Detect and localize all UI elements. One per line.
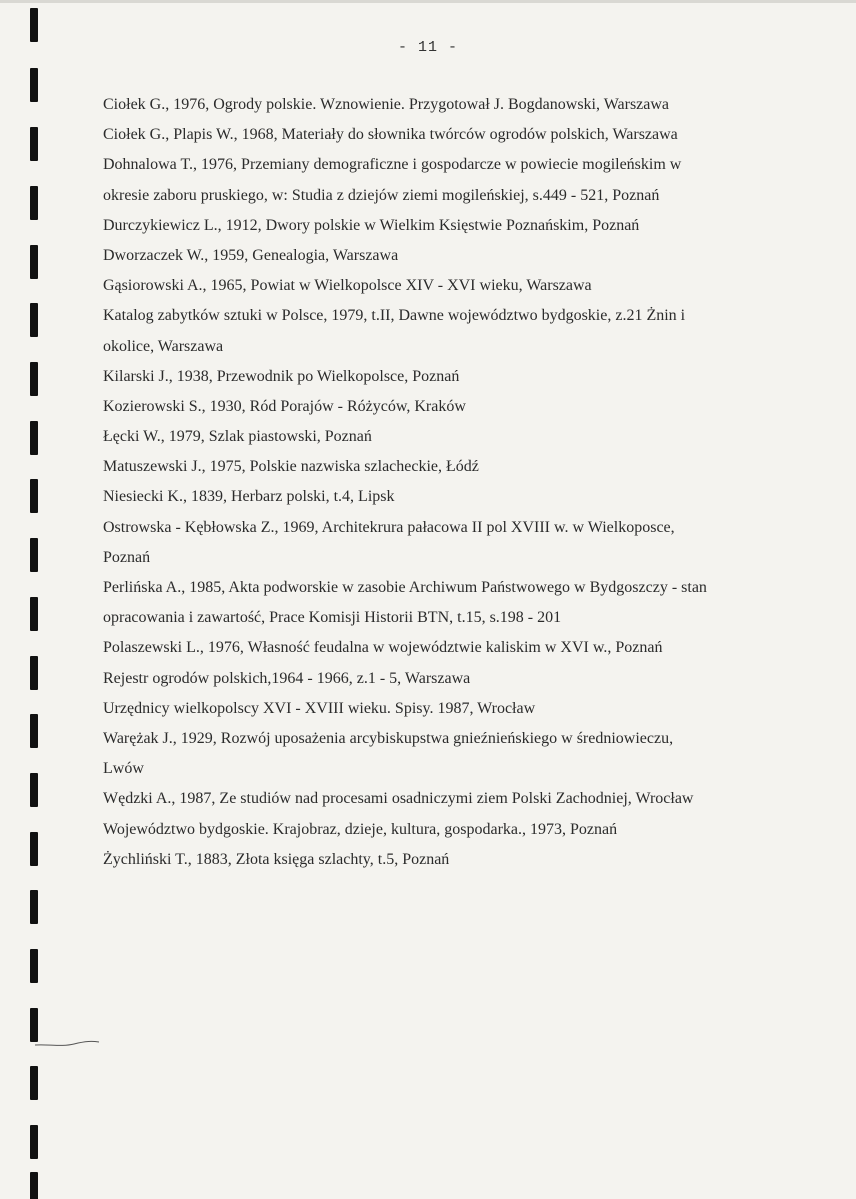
bibliography-line: Gąsiorowski A., 1965, Powiat w Wielkopolsce XIV - XVI wieku, Warszawa <box>103 277 592 295</box>
bibliography-line: Polaszewski L., 1976, Własność feudalna w województwie kaliskim w XVI w., Poznań <box>103 639 663 657</box>
binding-holes <box>0 0 60 1199</box>
binding-hole <box>30 8 38 42</box>
binding-hole <box>30 186 38 220</box>
bibliography-line: Lwów <box>103 760 144 778</box>
binding-hole <box>30 538 38 572</box>
binding-hole <box>30 245 38 279</box>
bibliography-line: Wędzki A., 1987, Ze studiów nad procesami osadniczymi ziem Polski Zachodniej, Wrocław <box>103 790 694 808</box>
binding-hole <box>30 362 38 396</box>
binding-hole <box>30 656 38 690</box>
bibliography-line: opracowania i zawartość, Prace Komisji Historii BTN, t.15, s.198 - 201 <box>103 609 562 627</box>
bibliography-line: Perlińska A., 1985, Akta podworskie w zasobie Archiwum Państwowego w Bydgoszczy - stan <box>103 579 707 596</box>
bibliography-line: Niesiecki K., 1839, Herbarz polski, t.4, Lipsk <box>103 488 395 506</box>
bibliography-line: Województwo bydgoskie. Krajobraz, dzieje, kultura, gospodarka., 1973, Poznań <box>103 820 618 838</box>
bibliography-line: Poznań <box>103 548 151 566</box>
bibliography-list <box>103 90 783 875</box>
bibliography-line: Katalog zabytków sztuki w Polsce, 1979, t.II, Dawne województwo bydgoskie, z.21 Żnin i <box>103 307 686 325</box>
binding-hole <box>30 1066 38 1100</box>
bibliography-line: Ciołek G., Plapis W., 1968, Materiały do słownika twórców ogrodów polskich, Warszawa <box>103 126 678 144</box>
bibliography-line: Dworzaczek W., 1959, Genealogia, Warszawa <box>103 246 399 264</box>
bibliography-line: Łęcki W., 1979, Szlak piastowski, Poznań <box>103 428 372 446</box>
bibliography-line: Żychliński T., 1883, Złota księga szlachty, t.5, Poznań <box>103 850 450 868</box>
bibliography-line: Ciołek G., 1976, Ogrody polskie. Wznowienie. Przygotował J. Bogdanowski, Warszawa <box>103 96 670 113</box>
bibliography-line: Dohnalowa T., 1976, Przemiany demograficzne i gospodarcze w powiecie mogileńskim w <box>103 156 682 174</box>
bibliography-line: Warężak J., 1929, Rozwój uposażenia arcybiskupstwa gnieźnieńskiego w średniowieczu, <box>103 729 674 747</box>
binding-hole <box>30 890 38 924</box>
bibliography-line: Kilarski J., 1938, Przewodnik po Wielkopolsce, Poznań <box>103 367 460 385</box>
binding-hole <box>30 303 38 337</box>
binding-hole <box>30 479 38 513</box>
bibliography-line: Urzędnicy wielkopolscy XVI - XVIII wieku. Spisy. 1987, Wrocław <box>103 699 536 717</box>
pen-stroke-mark <box>34 1038 100 1050</box>
binding-hole <box>30 127 38 161</box>
binding-hole <box>30 773 38 807</box>
binding-hole <box>30 421 38 455</box>
bibliography-line: Kozierowski S., 1930, Ród Porajów - Różyców, Kraków <box>103 397 466 415</box>
binding-hole <box>30 832 38 866</box>
binding-hole <box>30 1125 38 1159</box>
binding-hole <box>30 949 38 983</box>
bibliography-line: Durczykiewicz L., 1912, Dwory polskie w Wielkim Księstwie Poznańskim, Poznań <box>103 216 640 234</box>
binding-hole <box>30 68 38 102</box>
binding-hole <box>30 597 38 631</box>
bibliography-line: Ostrowska - Kębłowska Z., 1969, Architekrura pałacowa II pol XVIII w. w Wielkoposce, <box>103 518 675 536</box>
page-number: - 11 - <box>397 39 458 56</box>
bibliography-line: Matuszewski J., 1975, Polskie nazwiska szlacheckie, Łódź <box>103 458 479 476</box>
binding-hole <box>30 1172 38 1199</box>
page-top-edge <box>0 0 856 3</box>
bibliography-line: okresie zaboru pruskiego, w: Studia z dziejów ziemi mogileńskiej, s.449 - 521, Poznań <box>103 186 660 204</box>
bibliography-line: Rejestr ogrodów polskich,1964 - 1966, z.1 - 5, Warszawa <box>103 669 471 687</box>
binding-hole <box>30 1008 38 1042</box>
binding-hole <box>30 714 38 748</box>
bibliography-line: okolice, Warszawa <box>103 337 224 355</box>
